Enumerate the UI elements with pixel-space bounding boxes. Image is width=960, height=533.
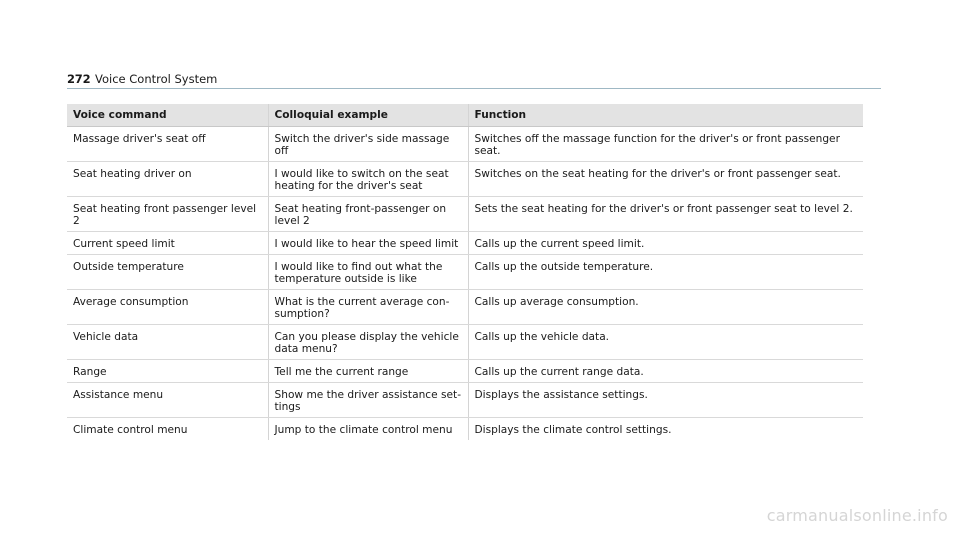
function-cell: Sets the seat heating for the driver's or front passenger seat to level 2. xyxy=(468,197,863,232)
colloquial-example-cell: I would like to switch on the seat heating for the driver's seat xyxy=(268,162,468,197)
table-row xyxy=(67,360,863,383)
table-row xyxy=(67,383,863,418)
colloquial-example-cell: I would like to hear the speed limit xyxy=(268,232,468,255)
voice-command-cell: Range xyxy=(67,360,268,383)
function-cell: Calls up the vehicle data. xyxy=(468,325,863,360)
function-cell: Displays the climate control settings. xyxy=(468,418,863,441)
table-row xyxy=(67,255,863,290)
column-header-function: Function xyxy=(468,104,863,127)
colloquial-example-cell: Seat heating front-passenger on level 2 xyxy=(268,197,468,232)
voice-command-cell: Seat heating front passenger level 2 xyxy=(67,197,268,232)
function-cell: Switches on the seat heating for the driver's or front passenger seat. xyxy=(468,162,863,197)
section-title: Voice Control System xyxy=(95,72,218,86)
table-row xyxy=(67,325,863,360)
page-header xyxy=(67,72,881,89)
table-row xyxy=(67,162,863,197)
colloquial-example-cell: What is the current average con-sumption? xyxy=(268,290,468,325)
table-row xyxy=(67,197,863,232)
table-header-row xyxy=(67,104,863,127)
voice-command-cell: Vehicle data xyxy=(67,325,268,360)
voice-command-table xyxy=(67,104,863,440)
colloquial-example-cell: Can you please display the vehicle data menu? xyxy=(268,325,468,360)
voice-command-cell: Massage driver's seat off xyxy=(67,127,268,162)
voice-command-cell: Climate control menu xyxy=(73,424,188,436)
voice-command-cell: Average consumption xyxy=(67,290,268,325)
function-cell: Calls up the current speed limit. xyxy=(468,232,863,255)
column-header-voice-command: Voice command xyxy=(67,104,268,127)
page-number: 272 xyxy=(67,72,91,86)
function-cell: Calls up the outside temperature. xyxy=(468,255,863,290)
function-cell: Calls up average consumption. xyxy=(468,290,863,325)
colloquial-example-cell: Jump to the climate control menu xyxy=(268,418,468,441)
table-row xyxy=(67,290,863,325)
voice-command-cell: Current speed limit xyxy=(67,232,268,255)
function-cell: Calls up the current range data. xyxy=(468,360,863,383)
voice-command-cell: Seat heating driver on xyxy=(67,162,268,197)
colloquial-example-cell: Tell me the current range xyxy=(268,360,468,383)
colloquial-example-cell: Show me the driver assistance set-tings xyxy=(268,383,468,418)
watermark: carmanualsonline.info xyxy=(766,506,948,525)
table-row xyxy=(67,232,863,255)
table-row xyxy=(67,418,863,441)
column-header-colloquial-example: Colloquial example xyxy=(268,104,468,127)
colloquial-example-cell: I would like to find out what the temperature outside is like xyxy=(268,255,468,290)
function-cell: Switches off the massage function for the driver's or front passenger seat. xyxy=(468,127,863,162)
function-cell: Displays the assistance settings. xyxy=(468,383,863,418)
colloquial-example-cell: Switch the driver's side massage off xyxy=(268,127,468,162)
voice-command-cell: Outside temperature xyxy=(67,255,268,290)
voice-command-cell: Assistance menu xyxy=(67,383,268,418)
table-row xyxy=(67,127,863,162)
